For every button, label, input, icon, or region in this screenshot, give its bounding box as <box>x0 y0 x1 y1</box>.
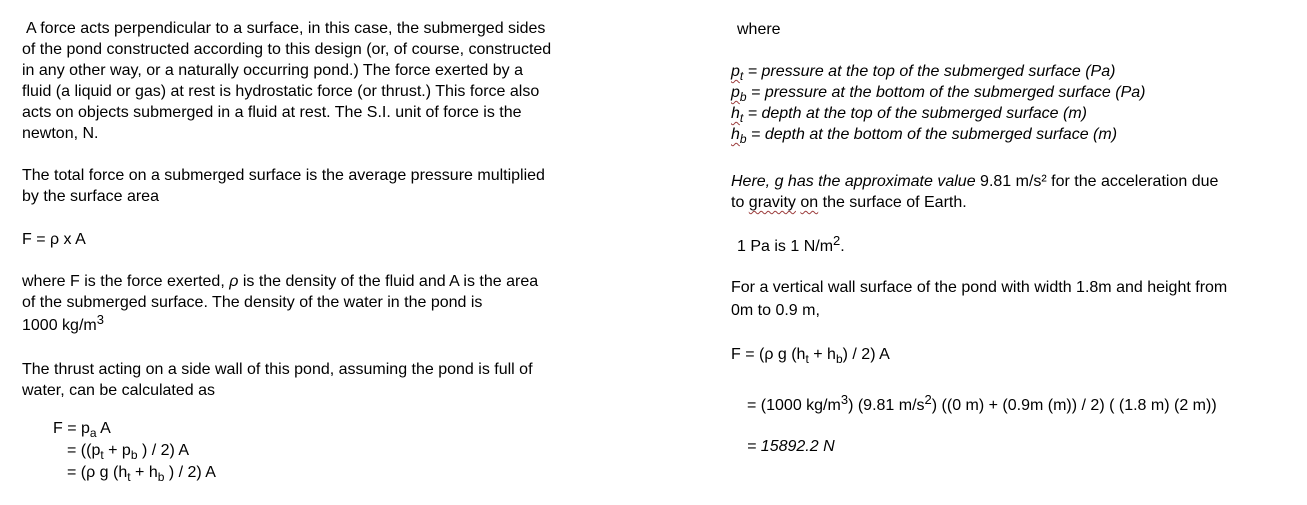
text-line: by the surface area <box>22 188 159 205</box>
equation-line: $F = p_a$ A <box>53 420 111 440</box>
definition-line: $p_t$ = pressure at the top of the submerged surface (Pa) <box>731 63 1116 83</box>
definition-line: $h_b$ = depth at the bottom of the submerged surface (m) <box>731 126 1118 146</box>
text-line: For a vertical wall surface of the pond with width 1.8m and height from <box>731 279 1228 296</box>
equation-line: = (($p_t + p_b$ ) / 2) A <box>67 442 190 462</box>
text-line: The thrust acting on a side wall of this pond, assuming the pond is full of <box>22 361 533 378</box>
equation-line: = (ρ g ($h_t + h_b$ ) / 2) A <box>67 464 216 484</box>
where-label: where <box>737 21 781 38</box>
text-line: to gravity on the surface of Earth. <box>731 194 967 211</box>
calc-line: = (1000 $kg/m^3$) (9.81 $m/s^2$) ((0 m) + (0.9m (m)) / 2) ( (1.8 m) (2 m)) <box>747 392 1217 414</box>
text-line: water, can be calculated as <box>22 382 216 399</box>
text-line: A force acts perpendicular to a surface, in this case, the submerged sides <box>26 20 546 37</box>
definition-line: $h_t$ = depth at the top of the submerged surface (m) <box>731 105 1087 125</box>
definition-line: $p_b$ = pressure at the bottom of the submerged surface (Pa) <box>731 84 1146 104</box>
text-line: newton, N. <box>22 125 99 142</box>
text-line: acts on objects submerged in a fluid at rest. The S.I. unit of force is the <box>22 104 522 121</box>
calc-line: F = (ρ g $(h_t + h_b) / 2$) A <box>731 346 890 366</box>
force-formula: F = ρ x A <box>22 231 86 248</box>
text-line: 0m to 0.9 m, <box>731 302 820 319</box>
pascal-note: 1 Pa is 1 $N/m^2$. <box>737 233 845 255</box>
text-line: where F is the force exerted, ρ is the density of the fluid and A is the area <box>22 273 539 290</box>
text-line: fluid (a liquid or gas) at rest is hydrostatic force (or thrust.) This force also <box>22 83 540 100</box>
result-line: = 15892.2 N <box>747 438 835 455</box>
text-line: of the submerged surface. The density of the water in the pond is <box>22 294 483 311</box>
density-value: 1000 $kg/m^3$ <box>22 312 104 334</box>
text-line: The total force on a submerged surface is the average pressure multiplied <box>22 167 545 184</box>
text-line: of the pond constructed according to this design (or, of course, constructed <box>22 41 552 58</box>
text-line: in any other way, or a naturally occurring pond.) The force exerted by a <box>22 62 524 79</box>
rho-symbol: ρ <box>229 273 239 290</box>
text-line: Here, g has the approximate value 9.81 m/s² for the acceleration due <box>731 173 1219 190</box>
